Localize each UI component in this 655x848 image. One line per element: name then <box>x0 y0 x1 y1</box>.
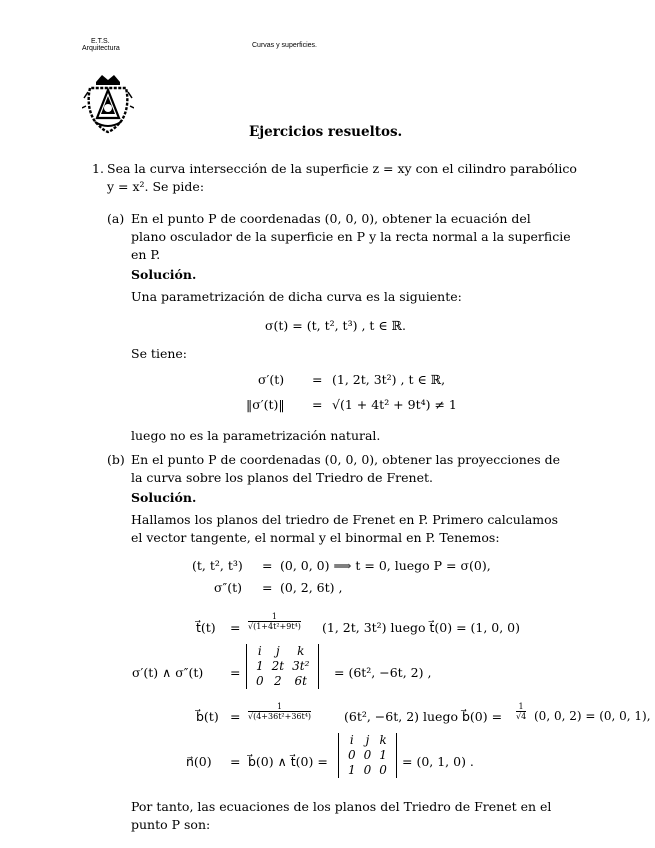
det2-cell-0-1: j <box>365 733 370 747</box>
header-subject: Curvas y superficies. <box>252 42 317 49</box>
eq1-eq-sign: = <box>262 558 273 573</box>
part-b-line1: En el punto P de coordenadas (0, 0, 0), obtener las proyecciones de <box>131 452 561 467</box>
problem-number: 1. <box>92 161 104 176</box>
tangent-rhs: (1, 2t, 3t²) luego t⃗(0) = (1, 0, 0) <box>322 620 521 635</box>
det1-cell-0-2: k <box>297 644 305 658</box>
binormal-lhs: b⃗(t) <box>196 709 219 724</box>
part-a-line3: en P. <box>131 247 161 262</box>
tangent-frac-den: √(1+4t²+9t⁴) <box>248 622 301 631</box>
part-a-solution-label: Solución. <box>131 267 197 282</box>
cross-rhs: = (6t², −6t, 2) , <box>334 665 432 680</box>
determinant-2 <box>338 733 397 778</box>
determinant-1 <box>246 644 319 689</box>
param-equation: σ(t) = (t, t², t³) , t ∈ ℝ. <box>265 318 406 333</box>
normal-lhs: n⃗(0) <box>186 754 212 769</box>
det1-cell-1-2: 3t² <box>292 659 310 673</box>
tangent-lhs: t⃗(t) <box>196 620 216 635</box>
closing-line1: Por tanto, las ecuaciones de los planos del Triedro de Frenet en el <box>131 799 552 814</box>
binormal-fraction <box>248 702 311 721</box>
page-title: Ejercicios resueltos. <box>249 124 403 140</box>
det1-cell-0-0: i <box>257 644 262 658</box>
binormal-fraction-2 <box>516 702 526 721</box>
tangent-frac-num: 1 <box>248 612 301 622</box>
binormal-rhs-mid: (6t², −6t, 2) luego b⃗(0) = <box>344 709 503 724</box>
det1-cell-2-1: 2 <box>274 674 282 688</box>
crest-logo <box>82 72 134 134</box>
det1-cell-1-1: 2t <box>271 659 285 673</box>
normal-rhs: = (0, 1, 0) . <box>402 754 474 769</box>
cross-lhs: σ′(t) ∧ σ″(t) <box>132 665 204 680</box>
det2-cell-1-2: 1 <box>379 748 387 762</box>
normal-eq-sign: = <box>230 754 241 769</box>
eq1-rhs: (0, 0, 0) ⟹ t = 0, luego P = σ(0), <box>280 558 491 573</box>
header-school-line2: Arquitectura <box>82 45 120 52</box>
part-b-solution-label: Solución. <box>131 490 197 505</box>
det2-cell-2-1: 0 <box>363 763 372 777</box>
binormal-frac-den: √(4+36t²+36t⁴) <box>248 712 312 721</box>
det2-cell-1-1: 0 <box>363 748 372 762</box>
part-a-line1: En el punto P de coordenadas (0, 0, 0), obtener la ecuación del <box>131 211 531 226</box>
problem-statement-line2: y = x². Se pide: <box>107 179 205 194</box>
part-a-line2: plano osculador de la superficie en P y la recta normal a la superficie <box>131 229 571 244</box>
deriv-rhs: (1, 2t, 3t²) , t ∈ ℝ, <box>332 372 446 387</box>
binormal-eq-sign: = <box>230 709 241 724</box>
part-b-intro1: Hallamos los planos del triedro de Frenet en P. Primero calculamos <box>131 512 559 527</box>
part-b-line2: la curva sobre los planos del Triedro de Frenet. <box>131 470 433 485</box>
se-tiene: Se tiene: <box>131 346 188 361</box>
deriv-eq-sign: = <box>312 372 323 387</box>
eq2-eq-sign: = <box>262 580 273 595</box>
det2-cell-0-2: k <box>379 733 387 747</box>
part-a-label: (a) <box>107 211 125 226</box>
tangent-eq-sign: = <box>230 620 241 635</box>
det2-cell-0-0: i <box>349 733 354 747</box>
normal-mid: b⃗(0) ∧ t⃗(0) = <box>248 754 328 769</box>
binormal-frac-num: 1 <box>248 702 311 712</box>
eq1-lhs: (t, t², t³) <box>192 558 243 573</box>
binormal-rhs-end: (0, 0, 2) = (0, 0, 1), <box>534 709 651 723</box>
eq2-lhs: σ″(t) <box>214 580 242 595</box>
det1-cell-1-0: 1 <box>256 659 264 673</box>
norm-rhs: √(1 + 4t² + 9t⁴) ≠ 1 <box>332 397 457 412</box>
eq2-rhs: (0, 2, 6t) , <box>280 580 343 595</box>
deriv-lhs: σ′(t) <box>258 372 285 387</box>
part-a-conclusion: luego no es la parametrización natural. <box>131 428 381 443</box>
norm-lhs: ‖σ′(t)‖ <box>246 397 285 412</box>
norm-eq-sign: = <box>312 397 323 412</box>
tangent-fraction <box>248 612 301 631</box>
binormal-frac2-num: 1 <box>516 702 526 712</box>
part-b-label: (b) <box>107 452 125 467</box>
det1-cell-2-0: 0 <box>256 674 264 688</box>
det2-cell-2-2: 0 <box>379 763 387 777</box>
det2-cell-1-0: 0 <box>348 748 356 762</box>
part-a-param-intro: Una parametrización de dicha curva es la siguiente: <box>131 289 462 304</box>
problem-statement-line1: Sea la curva intersección de la superficie z = xy con el cilindro parabólico <box>107 161 577 176</box>
cross-eq-sign: = <box>230 665 241 680</box>
part-b-intro2: el vector tangente, el normal y el binormal en P. Tenemos: <box>131 530 500 545</box>
binormal-frac2-den: √4 <box>516 712 527 721</box>
closing-line2: punto P son: <box>131 817 211 832</box>
det1-cell-0-1: j <box>276 644 280 658</box>
det2-cell-2-0: 1 <box>348 763 356 777</box>
det1-cell-2-2: 6t <box>294 674 307 688</box>
header-school-line1: E.T.S. <box>91 38 110 45</box>
